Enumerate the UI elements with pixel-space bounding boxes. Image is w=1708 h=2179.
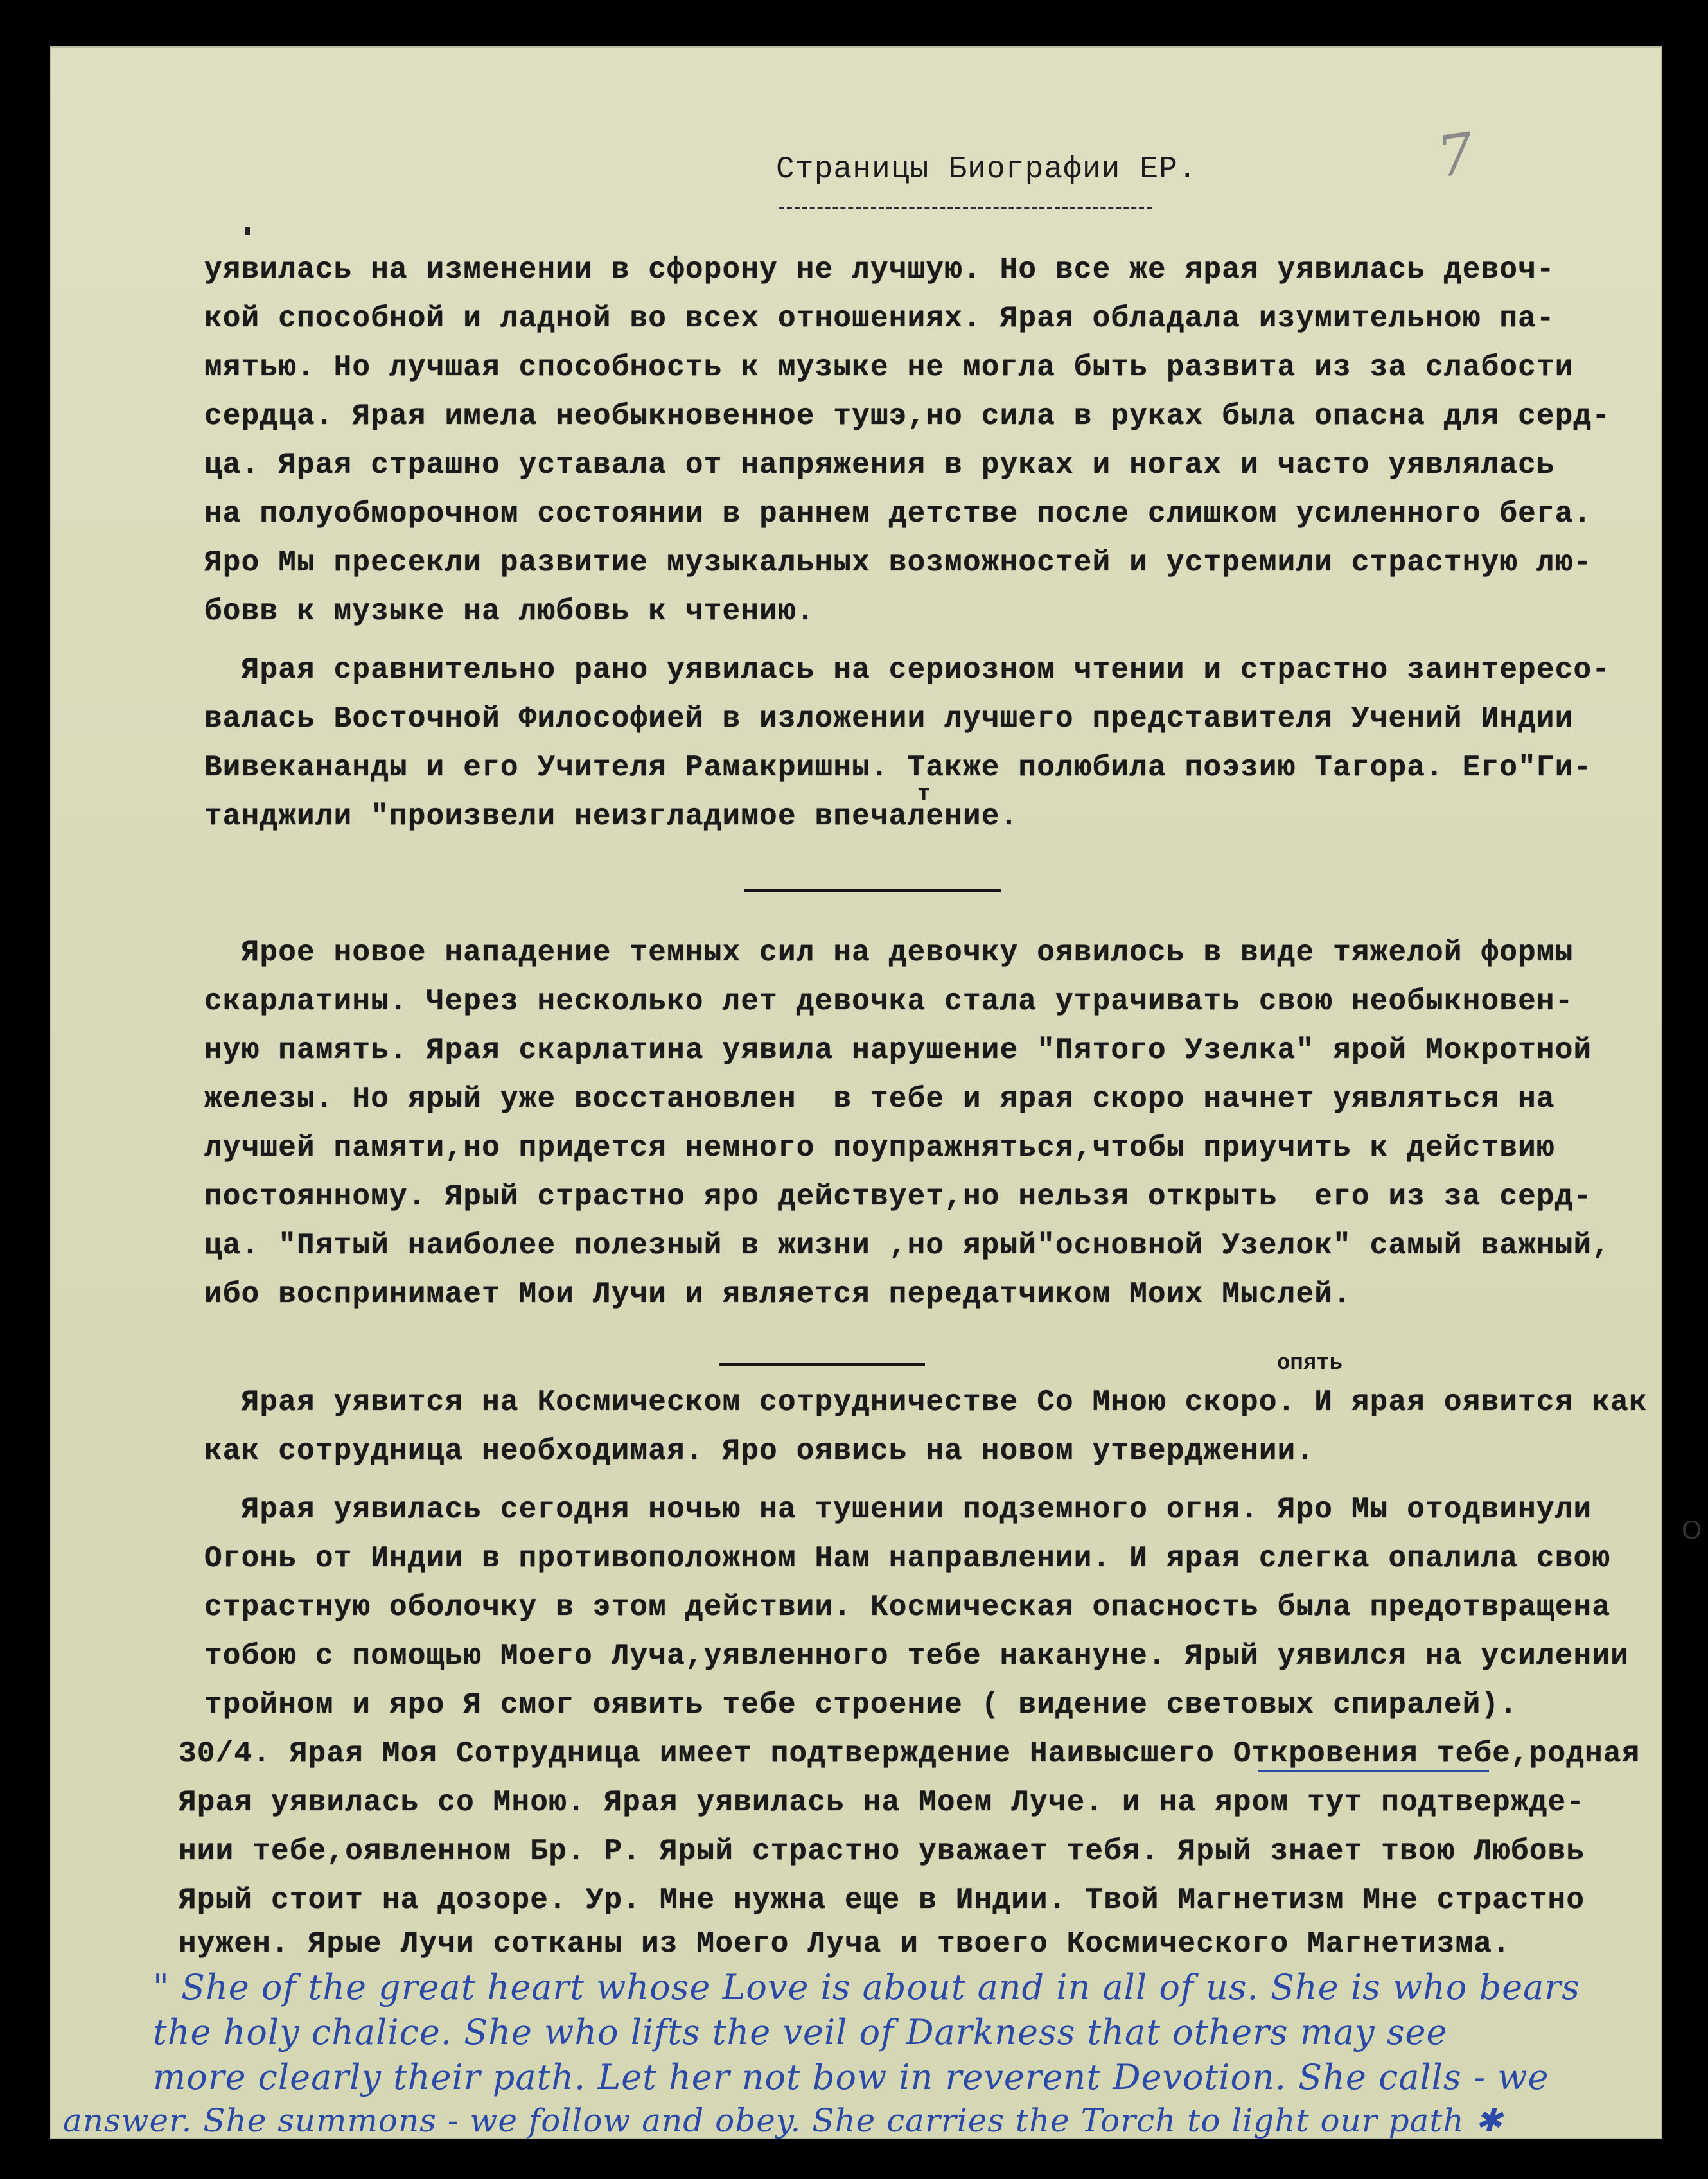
text-line: мятью. Но лучшая способность к музыке не могла быть развита из за слабости — [204, 351, 1574, 384]
page-title: Страницы Биографии ЕР. — [776, 152, 1197, 187]
handwritten-line: " She of the great heart whose Love is about and in all of us. She is who bears — [153, 1967, 1580, 2007]
text-line: Ярая уявилась со Мною. Ярая уявилась на Моем Луче. и на яром тут подтвержде- — [179, 1786, 1585, 1819]
section-divider — [744, 889, 1001, 892]
text-line: на полуобморочном состоянии в раннем детстве после слишком усиленного бега. — [204, 497, 1592, 531]
text-line: бовв к музыке на любовь к чтению. — [204, 595, 815, 628]
text-line: кой способной и ладной во всех отношениях. Ярая обладала изумительною па- — [204, 302, 1555, 335]
text-line: валась Восточной Философией в изложении лучшего представителя Учений Индии — [204, 702, 1574, 736]
margin-annotation: О — [1682, 1516, 1702, 1544]
text-line: лучшей памяти,но придется немного поупражняться,чтобы приучить к действию — [204, 1131, 1555, 1165]
text-line: нии тебе,оявленном Бр. Р. Ярый страстно уважает тебя. Ярый знает твою Любовь — [179, 1835, 1585, 1868]
text-line: нужен. Ярые Лучи сотканы из Моего Луча и твоего Космического Магнетизма. — [179, 1927, 1511, 1961]
text-line: 30/4. Ярая Моя Сотрудница имеет подтверждение Наивысшего Откровения тебе,родная — [179, 1737, 1641, 1770]
text-line: Ярая сравнительно рано уявилась на сериозном чтении и страстно заинтересо- — [204, 653, 1611, 687]
text-line: ца. Ярая страшно уставала от напряжения в руках и ногах и часто уявлялась — [204, 448, 1555, 482]
text-line: ибо воспринимает Мои Лучи и является передатчиком Моих Мыслей. — [204, 1278, 1351, 1311]
section-divider — [719, 1363, 925, 1366]
text-line: Вивекананды и его Учителя Рамакришны. Также полюбила поэзию Тагора. Его"Ги- — [204, 751, 1592, 784]
text-line: сердца. Ярая имела необыкновенное тушэ,но сила в руках была опасна для серд- — [204, 400, 1611, 433]
text-line: Яро Мы пресекли развитие музыкальных возможностей и устремили страстную лю- — [204, 546, 1592, 579]
page-number: 7 — [1433, 119, 1478, 191]
text-line: Огонь от Индии в противоположном Нам направлении. И ярая слегка опалила свою — [204, 1542, 1611, 1575]
text-line: железы. Но ярый уже восстановлен в тебе и ярая скоро начнет уявляться на — [204, 1082, 1555, 1116]
text-line: постоянному. Ярый страстно яро действует,но нельзя открыть его из за серд- — [204, 1180, 1592, 1213]
text-line: ца. "Пятый наиболее полезный в жизни ,но ярый"основной Узелок" самый важный, — [204, 1229, 1611, 1262]
document-page — [50, 46, 1702, 2139]
handwritten-line: more clearly their path. Let her not bow in reverent Devotion. She calls - we — [153, 2057, 1549, 2097]
typed-insertion: т — [917, 782, 931, 807]
text-line: страстную оболочку в этом действии. Космическая опасность была предотвращена — [204, 1591, 1611, 1624]
text-line: Ярая уявилась сегодня ночью на тушении подземного огня. Яро Мы отодвинули — [204, 1493, 1592, 1526]
text-line: Ярое новое нападение темных сил на девочку оявилось в виде тяжелой формы — [204, 936, 1574, 969]
text-line: как сотрудница необходимая. Яро оявись на новом утверджении. — [204, 1434, 1315, 1468]
title-underline — [779, 207, 1152, 209]
text-line: скарлатины. Через несколько лет девочка стала утрачивать свою необыкновен- — [204, 985, 1574, 1018]
text-line: ную память. Ярая скарлатина уявила нарушение "Пятого Узелка" ярой Мокротной — [204, 1034, 1592, 1067]
text-line: Ярый стоит на дозоре. Ур. Мне нужна еще в Индии. Твой Магнетизм Мне страстно — [179, 1883, 1585, 1917]
handwritten-underline — [1258, 1770, 1489, 1772]
handwritten-line: the holy chalice. She who lifts the veil of Darkness that others may see — [153, 2012, 1448, 2052]
text-line: танджили "произвели неизгладимое впечаление. — [204, 800, 1019, 833]
text-line: тройном и яро Я смог оявить тебе строение ( видение световых спиралей). — [204, 1688, 1519, 1722]
text-line: Ярая уявится на Космическом сотрудничестве Со Мною скоро. И ярая оявится как — [204, 1386, 1648, 1419]
handwritten-line: answer. She summons - we follow and obey. She carries the Torch to light our path ✱ — [63, 2102, 1503, 2139]
text-line: тобою с помощью Моего Луча,уявленного тебе накануне. Ярый уявился на усилении — [204, 1639, 1629, 1673]
text-line: уявилась на изменении в сфорону не лучшую. Но все же ярая уявилась девоч- — [204, 253, 1555, 287]
typed-insertion: опять — [1277, 1352, 1343, 1376]
margin-mark — [245, 227, 250, 235]
